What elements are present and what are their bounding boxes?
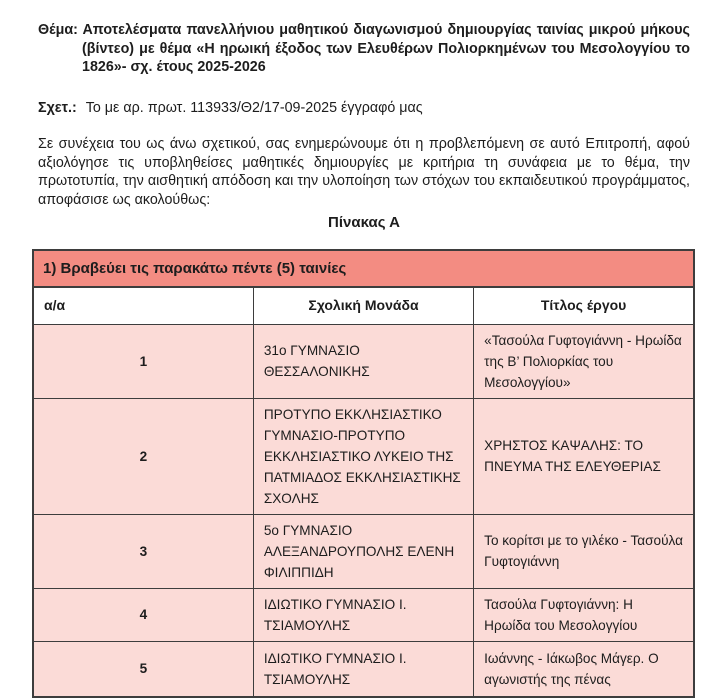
title-cell: Ιωάννης - Ιάκωβος Μάγερ. Ο αγωνιστής της πένας bbox=[474, 641, 694, 697]
school-cell: ΙΔΙΩΤΙΚΟ ΓΥΜΝΑΣΙΟ Ι. ΤΣΙΑΜΟΥΛΗΣ bbox=[253, 641, 473, 697]
table-row bbox=[33, 514, 694, 588]
row-num-cell: 3 bbox=[33, 514, 253, 588]
title-cell: ΧΡΗΣΤΟΣ ΚΑΨΑΛΗΣ: ΤΟ ΠΝΕΥΜΑ ΤΗΣ ΕΛΕΥΘΕΡΙΑΣ bbox=[474, 398, 694, 514]
column-header-title: Τίτλος έργου bbox=[474, 287, 694, 324]
subject-line bbox=[38, 21, 690, 77]
row-num-cell: 2 bbox=[33, 398, 253, 514]
row-num-cell: 4 bbox=[33, 588, 253, 641]
title-cell: Το κορίτσι με το γιλέκο - Τασούλα Γυφτογιάννη bbox=[474, 514, 694, 588]
subject-text: Αποτελέσματα πανελλήνιου μαθητικού διαγωνισμού δημιουργίας ταινίας μικρού μήκους (βίντεο) με θέμα «Η ηρωική έξοδος των Ελευθέρων Πολιορκημένων του Μεσολογγίου το 1826»- σχ. έτους 2025-2026 bbox=[82, 22, 690, 75]
table-row bbox=[33, 398, 694, 514]
table-row bbox=[33, 641, 694, 697]
school-cell: 31ο ΓΥΜΝΑΣΙΟ ΘΕΣΣΑΛΟΝΙΚΗΣ bbox=[253, 324, 473, 398]
body-paragraph: Σε συνέχεια του ως άνω σχετικού, σας ενημερώνουμε ότι η προβλεπόμενη σε αυτό Επιτροπή, αφού αξιολόγησε τις υποβληθείσες μαθητικές δημιουργίες με κριτήρια τη συνάφεια με το θέμα, την πρωτοτυπία, την αισθητική απόδοση και την υλοποίηση των στόχων του εκπαιδευτικού προγράμματος, αποφάσισε ως ακολούθως: bbox=[38, 136, 690, 208]
table-row bbox=[33, 324, 694, 398]
table-caption: Πίνακας Α bbox=[328, 214, 400, 231]
reference-label: Σχετ.: bbox=[38, 99, 77, 116]
column-header-num: α/α bbox=[33, 287, 253, 324]
column-header-school: Σχολική Μονάδα bbox=[253, 287, 473, 324]
row-num-cell: 5 bbox=[33, 641, 253, 697]
school-cell: ΙΔΙΩΤΙΚΟ ΓΥΜΝΑΣΙΟ Ι. ΤΣΙΑΜΟΥΛΗΣ bbox=[253, 588, 473, 641]
title-cell: «Τασούλα Γυφτογιάννη - Ηρωίδα της Β’ Πολιορκίας του Μεσολογγίου» bbox=[474, 324, 694, 398]
title-cell: Τασούλα Γυφτογιάννη: Η Ηρωίδα του Μεσολογγίου bbox=[474, 588, 694, 641]
school-cell: ΠΡΟΤΥΠΟ ΕΚΚΛΗΣΙΑΣΤΙΚΟ ΓΥΜΝΑΣΙΟ-ΠΡΟΤΥΠΟ ΕΚΚΛΗΣΙΑΣΤΙΚΟ ΛΥΚΕΙΟ ΤΗΣ ΠΑΤΜΙΑΔΟΣ ΕΚΚΛΗΣΙΑΣΤΙΚΗΣ ΣΧΟΛΗΣ bbox=[253, 398, 473, 514]
reference-text: Το με αρ. πρωτ. 113933/Θ2/17-09-2025 έγγραφό μας bbox=[85, 99, 423, 116]
table-title-row bbox=[33, 250, 694, 287]
row-num-cell: 1 bbox=[33, 324, 253, 398]
subject-label: Θέμα: bbox=[38, 22, 78, 38]
table-header-row bbox=[33, 287, 694, 324]
table-row bbox=[33, 588, 694, 641]
reference-line bbox=[38, 99, 690, 118]
document-page bbox=[0, 21, 720, 687]
school-cell: 5ο ΓΥΜΝΑΣΙΟ ΑΛΕΞΑΝΔΡΟΥΠΟΛΗΣ ΕΛΕΝΗ ΦΙΛΙΠΠΙΔΗ bbox=[253, 514, 473, 588]
table-title: 1) Βραβεύει τις παρακάτω πέντε (5) ταινίες bbox=[33, 250, 694, 287]
awards-table bbox=[32, 249, 695, 698]
